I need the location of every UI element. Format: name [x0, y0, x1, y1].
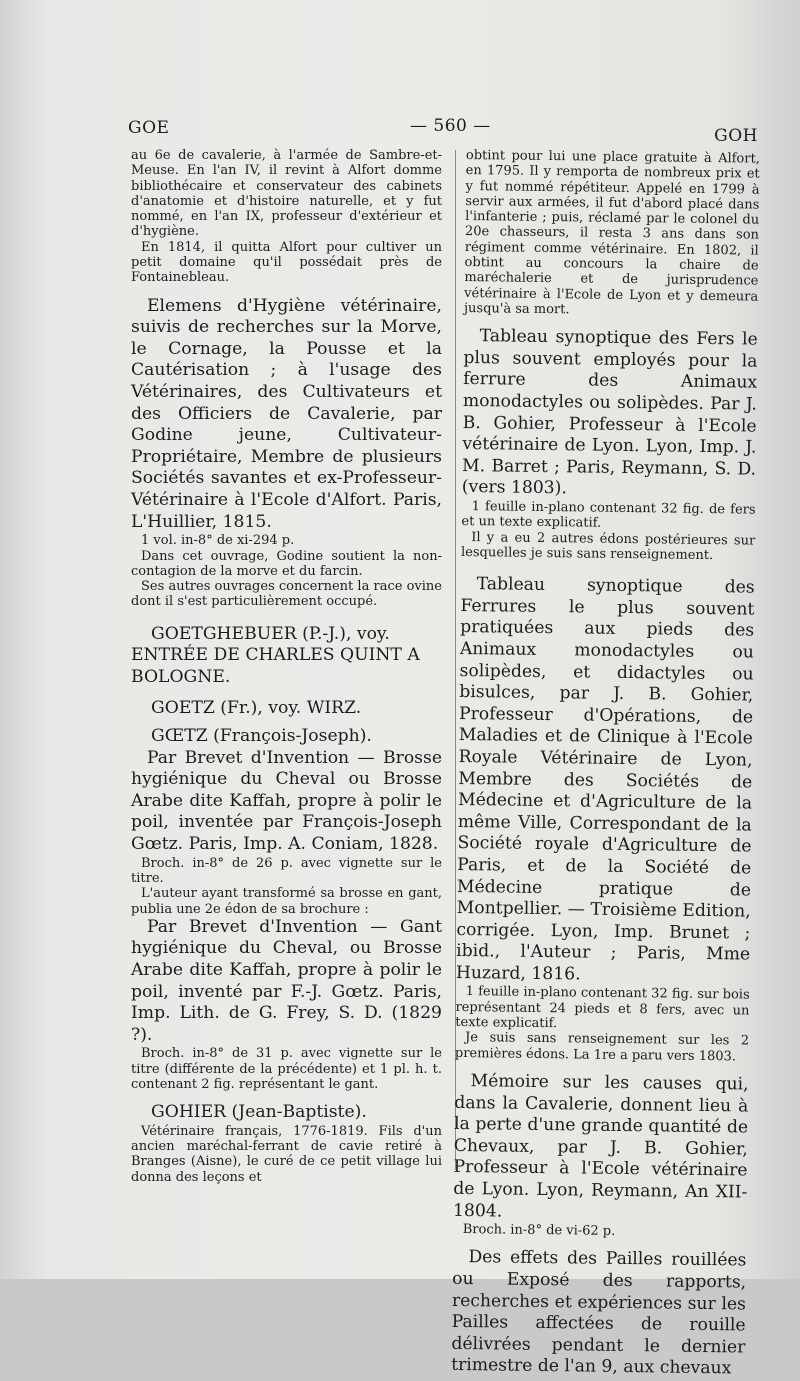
- bibliographic-title: Mémoire sur les causes qui, dans la Cavalerie, donnent lieu à la perte d'une grande quantité de Chevaux, par J. B. Gohier, Professeur à l'Ecole vétérinaire de Lyon. Lyon, Reymann, An XII-1804.: [452, 1071, 749, 1222]
- note-text: Dans cet ouvrage, Godine soutient la non-contagion de la morve et du farcin.: [131, 548, 442, 579]
- entry-heading: GŒTZ (François-Joseph).: [151, 726, 372, 747]
- spacer: [131, 610, 442, 624]
- bibliographic-title: Par Brevet d'Invention — Brosse hygiénique du Cheval ou Brosse Arabe dite Kaffah, propre à polir le poil, inventée par François-Joseph Gœtz. Paris, Imp. A. Coniam, 1828.: [131, 747, 442, 855]
- note-text: 1 feuille in-plano contenant 32 fig. de fers et un texte explicatif.: [461, 499, 756, 531]
- note-text: L'auteur ayant transformé sa brosse en gant, publia une 2e édon de sa brochure :: [131, 886, 442, 917]
- note-text: Il y a eu 2 autres édons postérieures sur lesquelles je suis sans renseignement.: [460, 529, 756, 563]
- bibliographic-title: Tableau synoptique des Fers le plus souvent employés pour la ferrure des Animaux monodactyles ou solipèdes. Par J. B. Gohier, Professeur à l'Ecole vétérinaire de Lyon. Lyon, Imp. J. M. Barret ; Paris, Reymann, S. D. (vers 1803).: [461, 326, 758, 499]
- note-text: Broch. in-8° de 26 p. avec vignette sur le titre.: [131, 855, 442, 886]
- note-text: Je suis sans renseignement sur les 2 premières édons. La 1re a paru vers 1803.: [454, 1030, 750, 1065]
- note-text: Vétérinaire français, 1776-1819. Fils d'un ancien maréchal-ferrant de cavie retiré à Branges (Aisne), le curé de ce petit village lui donna des leçons et: [131, 1123, 442, 1185]
- entry-heading: GOETGHEBUER (P.-J.), voy. ENTRÉE DE CHARLES QUINT A BOLOGNE.: [131, 623, 420, 687]
- bibliographic-title: Des effets des Pailles rouillées ou Exposé des rapports, recherches et expériences sur les Pailles affectées de rouille délivrées pendant le dernier trimestre de l'an 9, aux chevaux: [451, 1247, 747, 1379]
- entry-heading: GOETZ (Fr.), voy. WIRZ.: [151, 698, 362, 719]
- bibliographic-title: Tableau synoptique des Ferrures le plus souvent pratiquées aux pieds des Animaux monodactyles ou solipèdes, et didactyles ou bisulces, par J. B. Gohier, Professeur d'Opérations, de Maladies et de Clinique à l'Ecole Royale Vétérinaire de Lyon, Membre des Sociétés de Médecine et d'Agriculture de la même Ville, Correspondant de la Société royale d'Agriculture de Paris, et de la Société de Médecine pratique de Montpellier. — Troisième Edition, corrigée. Lyon, Imp. Brunet ; ibid., l'Auteur ; Paris, Mme Huzard, 1816.: [455, 574, 755, 985]
- bibliographic-title: Elemens d'Hygiène vétérinaire, suivis de recherches sur la Morve, le Cornage, la Pousse et la Cautérisation ; à l'usage des Vétérinaires, des Cultivateurs et des Officiers de Cavalerie, par Godine jeune, Cultivateur-Propriétaire, Membre de plusieurs Sociétés savantes et ex-Professeur-Vétérinaire à l'Ecole d'Alfort. Paris, L'Huillier, 1815.: [131, 295, 442, 532]
- note-text: Ses autres ouvrages concernent la race ovine dont il s'est particulièrement occupé.: [131, 579, 442, 610]
- page-number: — 560 —: [410, 116, 491, 136]
- spacer: [131, 286, 442, 296]
- note-text: Broch. in-8° de 31 p. avec vignette sur le titre (différente de la précédente) et 1 pl. h. t. contenant 2 fig. représentant le gant.: [131, 1046, 442, 1092]
- biography-text: obtint pour lui une place gratuite à Alfort, en 1795. Il y remporta de nombreux prix et y fut nommé répétiteur. Appelé en 1799 à servir aux armées, il fut d'abord placé dans l'infanterie ; puis, réclamé par le colonel du 20e chasseurs, il resta 3 ans dans son régiment comme vétérinaire. En 1802, il obtint au concours la chaire de maréchalerie et de jurisprudence vétérinaire à l'Ecole de Lyon et y demeura jusqu'à sa mort.: [463, 148, 760, 318]
- header-left: GOE: [128, 118, 170, 138]
- header-right: GOH: [714, 126, 758, 146]
- left-column: [131, 148, 442, 1185]
- bibliographic-title: Par Brevet d'Invention — Gant hygiénique du Cheval, ou Brosse Arabe dite Kaffah, propre à polir le poil, inventé par F.-J. Gœtz. Paris, Imp. Lith. de G. Frey, S. D. (1829 ?).: [131, 916, 442, 1045]
- spacer: [131, 688, 442, 698]
- biography-text: au 6e de cavalerie, à l'armée de Sambre-et-Meuse. En l'an IV, il revint à Alfort domme bibliothécaire et conservateur des cabinets d'anatomie et d'histoire naturelle, et y fut nommé, en l'an IX, professeur d'extérieur et d'hygiène.: [131, 148, 442, 240]
- entry-heading: GOHIER (Jean-Baptiste).: [151, 1102, 367, 1123]
- note-text: 1 feuille in-plano contenant 32 fig. sur bois représentant 24 pieds et 8 fers, avec un texte explicatif.: [455, 984, 750, 1032]
- spacer: [131, 1092, 442, 1102]
- running-header: [128, 118, 758, 148]
- note-text: 1 vol. in-8° de xi-294 p.: [141, 533, 295, 549]
- right-column: [451, 148, 760, 1380]
- note-text: Broch. in-8° de vi-62 p.: [462, 1222, 616, 1240]
- note-text: En 1814, il quitta Alfort pour cultiver un petit domaine qu'il possédait près de Fontainebleau.: [131, 239, 442, 286]
